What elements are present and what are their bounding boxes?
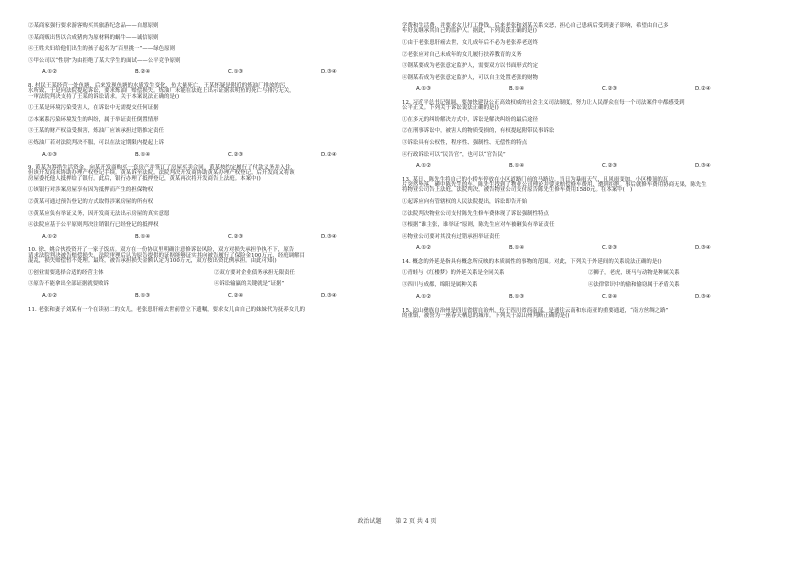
answer-option: A.①③ (42, 151, 57, 158)
answer-choices (28, 153, 400, 158)
answer-option: A.①② (416, 294, 431, 301)
answer-option: C.①③ (228, 69, 244, 76)
answer-option: D.③④ (695, 163, 711, 170)
answer-option: B.①④ (135, 233, 151, 240)
right-column (402, 24, 774, 326)
answer-option: C.②④ (602, 294, 618, 301)
text-line: ②老张应对自己未成年的女儿履行扶养教育的义务 (402, 51, 522, 58)
text-line: ②本案系污染环境发生的纠纷，属于举证责任倒置情形 (28, 116, 159, 123)
answer-option: B.①④ (509, 86, 525, 93)
page-footer (0, 519, 794, 525)
text-line: ④王姓夫妇给他们出生的孩子起名为“百里挑一”——绿色原则 (28, 46, 176, 53)
text-line: ①该银行对涉案房屋享有因为抵押而产生的担保物权 (28, 187, 154, 194)
left-column (28, 24, 400, 319)
text-line: ①起诉应向有管辖权的人民法院提出，诉讼即告开始 (402, 198, 528, 205)
answer-option: A.①② (42, 293, 57, 300)
text-line: ③钢某要成为老张意定监护人，需要双方以书面形式约定 (402, 63, 539, 70)
answer-option: B.②④ (135, 69, 151, 76)
answer-option: B.①③ (135, 293, 151, 300)
statement-item: ③原告不能拿出全部证据就要败诉 (28, 280, 109, 287)
answer-option: A.①② (42, 233, 57, 240)
footer-subject: 政治试题 (357, 518, 382, 525)
text-line: 13. 某日，陈先生将自己的小轿车停放在小区道路门前的马路边。当日为暴雨天气，且风雨变加，小区楼顶的瓦 片突然坠落，砸中陈先生的车。陈先生找到了物业公司理论并要求赔偿修车费用，遭到拒绝。事后就修车费用协商无果，陈先生 将物业公司告上法庭，法院判决，被告物业公司支付原告陈先生修车费用1580元。在本案中( ) (402, 176, 707, 194)
text-line: ①由于老张患肝癌去世，女儿成年后不必为老张养老送终 (402, 40, 539, 46)
answer-option: C.②③ (602, 245, 618, 252)
answer-option: A.①③ (416, 86, 431, 93)
answer-option: C.②③ (602, 163, 618, 170)
answer-choices (402, 295, 774, 300)
answer-option: C.②③ (228, 233, 244, 240)
text-line: ②某商家强行要求游客购买其旅游纪念品——自愿原则 (28, 23, 159, 29)
text-line: 9. 黄某为筹措生活资金，向某开发商购买一套房产并签订了房屋买卖合同。黄某按约定履行了付款义务并入住， 但该开发商未协助办理产权登记手续。黄某诉至法院，法院判决开发商协助黄某办理产权登记，后开发商又将该 房屋委托他人抵押给了银行。此后，银行办理了抵押登记，黄某再次将开发商告上法庭。本案中() (28, 164, 297, 182)
text-line: ④行政诉讼可以“民告官”，也可以“官告民” (402, 151, 506, 158)
text-line: ②法院判决物业公司支付陈先生修车费体现了诉讼强制性特点 (402, 210, 549, 217)
text-line: ④法院应基于公平原则判决注销银行已经登记的抵押权 (28, 222, 159, 229)
answer-option: D.③④ (695, 245, 711, 252)
text-line: 10. 徐、姚合伙投资开了一家子饭店。双方在一份协议里明确注意修诉讼风险，双方对损失承担争执不下，原告 请求法院判决被告赔偿损失。法院审理后认为原告提供的证据能够证实其向被告履行了保险金100万元，经庭调解目 混乱，损失赔偿暂不处理。最终，被告承担损失金额认定为100万元，双方按出资比例承担。由此可知() (28, 247, 306, 264)
statement-item: ①青蛙与《红楼梦》的外延关系是全同关系 (402, 270, 505, 277)
text-line: ①在多元的纠纷解决方式中，诉讼是解决纠纷的最后途径 (402, 116, 539, 123)
statement-item: ④诉讼输赢的关键就是“证据” (214, 280, 285, 287)
text-line: ②在刑事诉讼中，被害人的物质受损的，有权提起附带民事诉讼 (402, 128, 555, 135)
answer-choices (402, 164, 774, 169)
answer-choices (28, 70, 400, 75)
text-line: ③王某的财产权益受损害，炼油厂应该承担过错推定责任 (28, 128, 165, 135)
answer-option: A.①② (416, 163, 431, 170)
text-line: 8. 村民王某经营一处鱼塘，后来发现鱼塘的水质发生变化，鱼大量死亡，王某怀疑是附近的炼油厂排放的污 水所致，于是向法院提起诉讼，要求炼油厂赔偿损失。炼油厂未能在法庭上出示证据表明鱼的死亡与排污无关， 一审法院判决支持了王某的诉讼请求。关于本案说法正确的是() (28, 82, 295, 100)
answer-option: B.①④ (509, 245, 525, 252)
text-line: ②黄某可通过预告登记的方式取得涉案房屋的所有权 (28, 198, 154, 205)
text-line: 学费和生活费，并要求女儿打工挣钱。后来老张和刘某关系交恶，担心自己患病后受到妻子影响，希望由自己多 年好友继承其自己的监护人。据此，下列说法正确的是() (402, 23, 669, 35)
answer-option: D.③④ (695, 294, 711, 301)
answer-option: D.②④ (321, 151, 337, 158)
text-line: ④物业公司要对其没有过错承担举证责任 (402, 233, 500, 240)
text-line: ⑤甲公司以“性别”为由拒绝了某大学生的面试——公平竞争原则 (28, 57, 181, 64)
answer-option: B.①③ (509, 294, 525, 301)
text-line: 12. 习近平总书记强调，要加快建设公正高效权威的社会主义司法制度，努力让人民群众在每一个司法案件中都感受到 公平正义。下列关于诉讼说法正确的是() (402, 99, 685, 112)
text-line: ③某商贩出售以合成猪肉为原材料的蜗牛——诚信原则 (28, 34, 159, 41)
statement-grid (28, 271, 400, 288)
text-line: 11. 老张和妻子刘某有一个在读初二的女儿，老张患肝癌去世前曾立下遗嘱，要求女儿由自己的妹妹代为抚养女儿的 (28, 306, 306, 313)
text-line: ④钢某若成为老张意定监护人，可以自主处置老张的财物 (402, 74, 539, 81)
answer-option: C.②③ (228, 151, 244, 158)
statement-item: ③四川与成都，绵阳是属种关系 (402, 281, 478, 288)
answer-option: C.②④ (228, 293, 244, 300)
answer-option: D.③④ (321, 233, 337, 240)
answer-option: C.②③ (602, 86, 618, 93)
statement-item: ④法律常识中的偷和偷窃属于矛盾关系 (588, 281, 680, 288)
statement-item: ①创业需要选择合适的经营主体 (28, 269, 104, 276)
statement-grid (402, 271, 774, 288)
statement-item: ②双方要对企业债务承担无限责任 (214, 269, 295, 276)
text-line: ①王某是环境污染受害人，在诉讼中无需提交任何证据 (28, 105, 159, 112)
text-line: ③根据“谁主张，谁举证”原则，陈先生应对车被砸负有举证责任 (402, 222, 555, 229)
footer-page-number: 第 2 页 共 4 页 (395, 518, 437, 525)
answer-choices (28, 294, 400, 299)
text-line: ③诉讼具有公权性，程序性、强制性、无偿性的特点 (402, 139, 528, 146)
answer-choices (28, 235, 400, 240)
answer-option: B.①④ (509, 163, 525, 170)
answer-choices (402, 87, 774, 92)
answer-option: D.②④ (695, 86, 711, 93)
answer-option: A.①② (416, 245, 431, 252)
statement-item: ②狮子，老虎，斑马与动物是种属关系 (588, 270, 680, 277)
text-line: ④炼油厂若对法院判决不服，可以在法定期限内提起上诉 (28, 139, 165, 146)
text-line: 15. 凉山彝族自治州是四川省辖自治州，位于四川省西南部，是通往云南和东南亚的重要通道，“南方丝绸之路” 的重镇，被誉为一座春天栖息的城市。下列关于凉山州判断正确的是() (402, 307, 669, 319)
answer-choices (402, 246, 774, 251)
answer-option: D.③④ (321, 69, 337, 76)
answer-option: A.①② (42, 69, 57, 76)
text-line: 14. 概念的外延是指具有概念所反映的本质属性的事物的范围。对此，下列关于外延间的关系说法正确的是() (402, 258, 662, 265)
answer-option: B.①④ (135, 151, 151, 158)
text-line: ③黄某应负有举证义务，因开发商无法出示房屋的真实意愿 (28, 210, 170, 217)
answer-option: D.③④ (321, 293, 337, 300)
